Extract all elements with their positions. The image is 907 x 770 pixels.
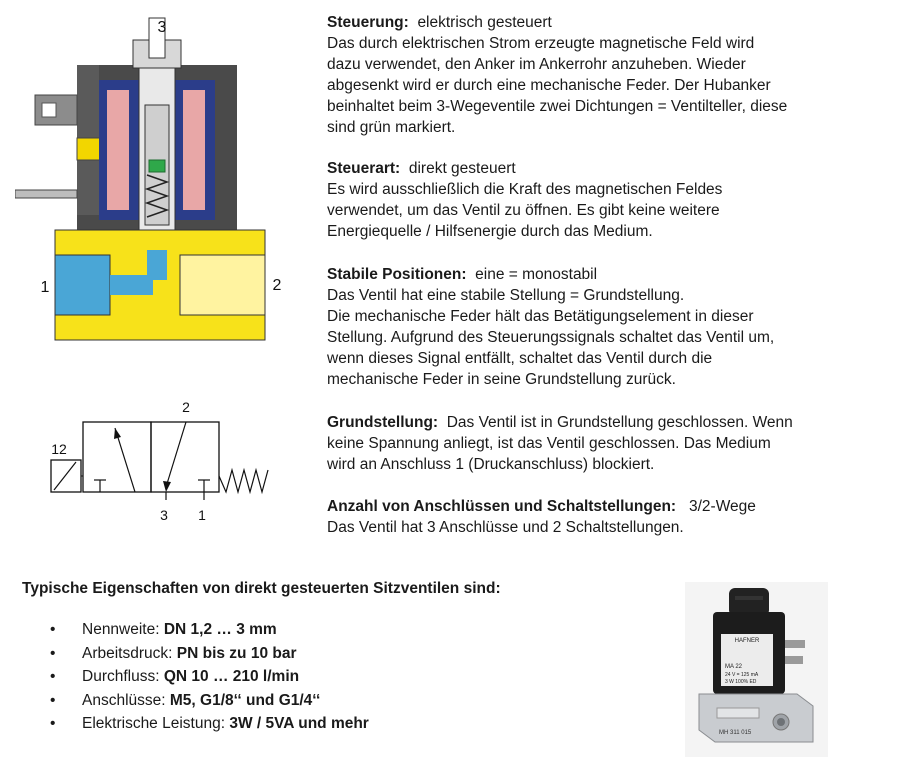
list-item: • Elektrische Leistung: 3W / 5VA und mehr [30,712,369,736]
section-line: mechanische Feder in seine Grundstellung zurück. [327,371,676,388]
port-label-1: 1 [40,279,50,296]
valve-circuit-symbol [40,392,280,527]
section-value: eine = monostabil [475,266,598,283]
section-head: Grundstellung: [327,414,439,431]
section-line: dazu verwendet, den Anker im Ankerrohr anzuheben. Wieder [327,56,746,73]
section-steuerung [327,12,867,138]
svg-text:HAFNER: HAFNER [734,638,760,644]
list-item: • Anschlüsse: M5, G1/8‘‘ und G1/4‘‘ [30,689,369,713]
port-label-2: 2 [272,277,282,294]
section-value: direkt gesteuert [408,160,516,177]
svg-text:3 W 100% ED: 3 W 100% ED [725,679,757,685]
bullet-icon: • [50,691,56,709]
symbol-label-2: 2 [182,399,190,415]
symbol-label-1: 1 [198,507,206,523]
section-anschluesse [327,496,867,538]
seal-top [149,160,165,172]
section-steuerart [327,158,867,242]
list-item: • Nennweite: DN 1,2 … 3 mm [30,618,369,642]
symbol-label-3: 3 [160,507,168,523]
list-item: • Durchfluss: QN 10 … 210 l/min [30,665,369,689]
bullet-icon: • [50,644,56,662]
list-item: • Arbeitsdruck: PN bis zu 10 bar [30,642,369,666]
section-line: wenn dieses Signal entfällt, schaltet das Ventil durch die [327,350,713,367]
section-line: verwendet, um das Ventil zu öffnen. Es gibt keine weitere [327,202,720,219]
port-1-bore [55,255,110,315]
section-line: Stellung. Aufgrund des Steuerungssignals schaltet das Ventil um, [327,329,775,346]
section-value: elektrisch gesteuert [417,14,552,31]
bullet-icon: • [50,715,56,732]
section-head: Steuerung: [327,14,409,31]
bullet-icon: • [50,668,56,685]
section-value: 3/2-Wege [689,498,756,515]
section-head: Anzahl von Anschlüssen und Schaltstellungen: [327,498,677,515]
port-label-3: 3 [157,19,167,36]
section-head: Steuerart: [327,160,401,177]
svg-text:MA 22: MA 22 [725,664,743,670]
switch-position-b [151,422,219,492]
section-line: Energiequelle / Hilfsenergie durch das Medium. [327,223,653,240]
svg-text:24 V = 125 mA: 24 V = 125 mA [725,672,759,678]
section-line: Die mechanische Feder hält das Betätigungselement in dieser [327,308,754,325]
section-line: beinhaltet beim 3-Wegeventile zwei Dichtungen = Ventilteller, diese [327,98,788,115]
section-line: keine Spannung anliegt, ist das Ventil geschlossen. Das Medium [327,435,771,452]
bullet-icon: • [50,621,56,638]
properties-title: Typische Eigenschaften von direkt gesteuerten Sitzventilen sind: [22,580,501,597]
port-2-bore [180,255,265,315]
section-stabile-positionen [327,264,867,390]
spring-symbol [219,470,268,492]
section-line: Das Ventil hat 3 Anschlüsse und 2 Schaltstellungen. [327,519,684,536]
section-head: Stabile Positionen: [327,266,467,283]
section-line: wird an Anschluss 1 (Druckanschluss) blockiert. [327,456,655,473]
valve-cutaway-diagram [15,10,305,350]
symbol-label-12: 12 [51,441,67,457]
section-line: sind grün markiert. [327,119,456,136]
section-line: abgesenkt wird er durch eine mechanische Feder. Der Hubanker [327,77,771,94]
svg-text:MH 311 015: MH 311 015 [719,730,752,736]
properties-list [30,618,369,736]
section-line: Das Ventil hat eine stabile Stellung = Grundstellung. [327,287,685,304]
section-grundstellung [327,412,867,475]
product-photo [685,582,828,757]
knob [729,588,769,616]
section-line: Das durch elektrischen Strom erzeugte magnetische Feld wird [327,35,755,52]
section-line: Es wird ausschließlich die Kraft des magnetischen Feldes [327,181,723,198]
section-value: Das Ventil ist in Grundstellung geschlossen. Wenn [446,414,793,431]
